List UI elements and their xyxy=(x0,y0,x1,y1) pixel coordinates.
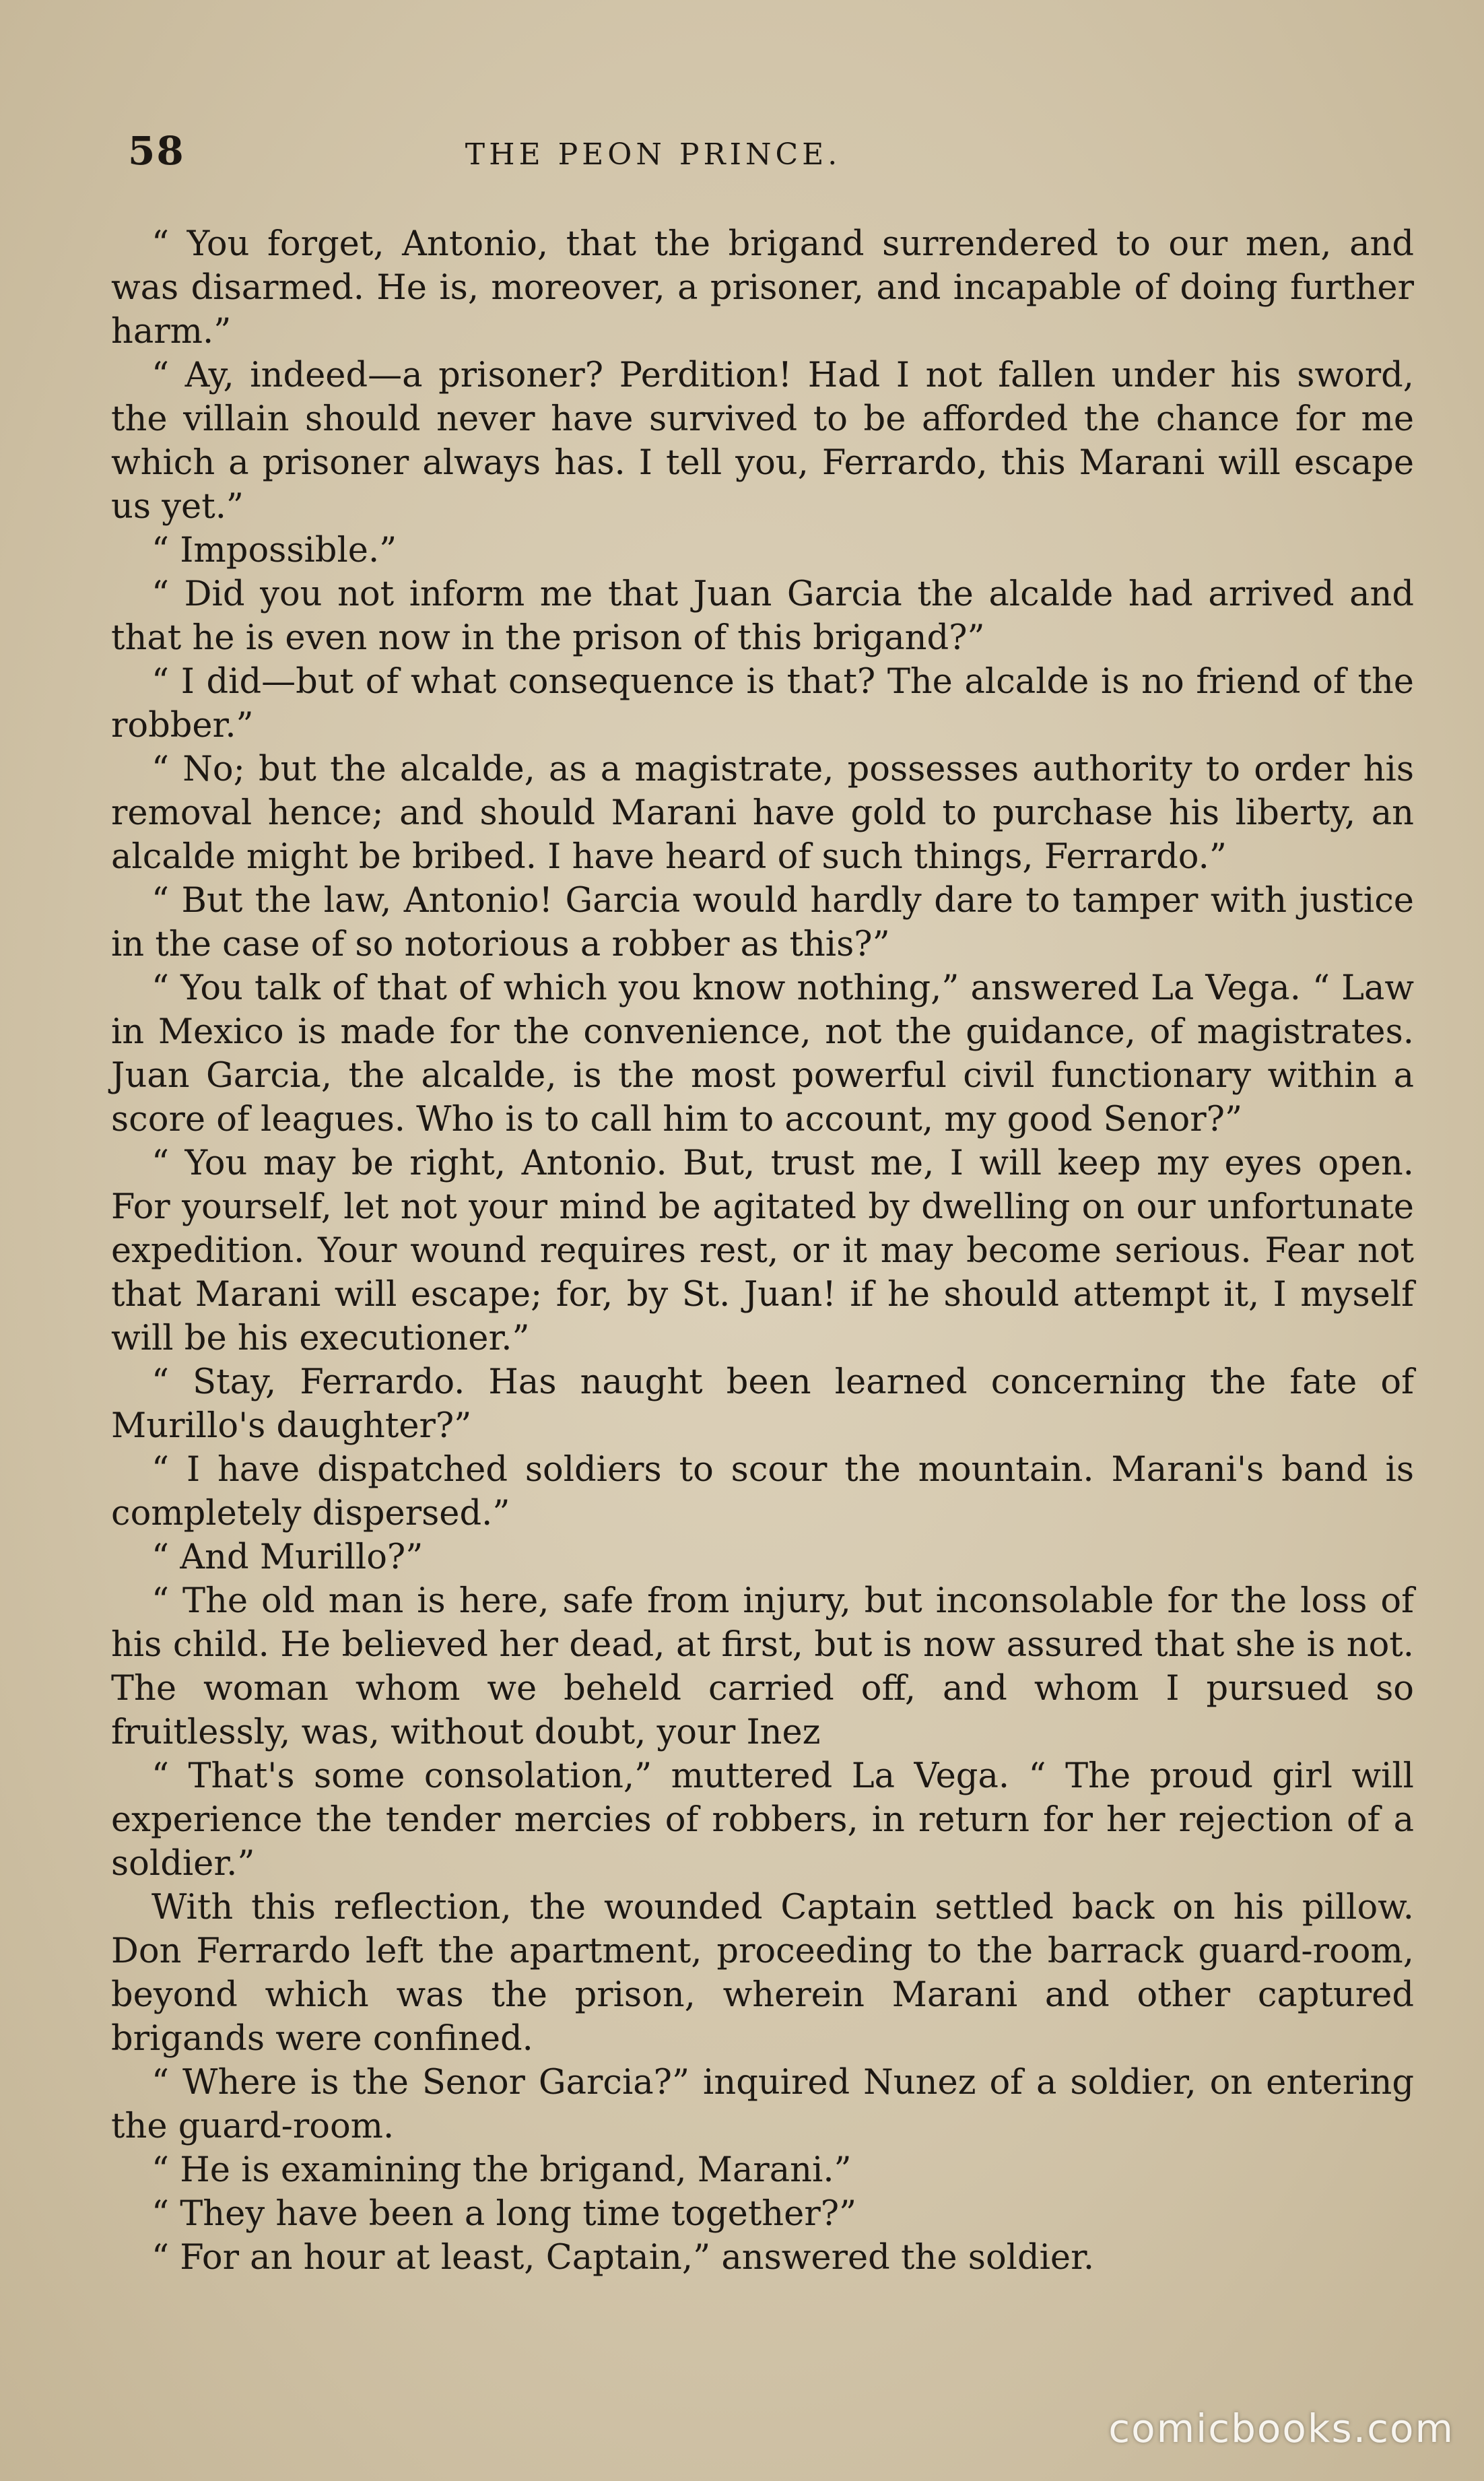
paragraph: “ Impossible.” xyxy=(151,531,397,570)
paragraph: “ You may be right, Antonio. But, trust me, I will keep my eyes open. For yourself, let not your mind be agitated by dwelling on our unfortunate expedition. Your wound requires rest, or it may become serious. Fear not that Marani will escape; for, by St. Juan! if he should attempt it, I myself will be his executioner.” xyxy=(111,1144,1414,1358)
paragraph: “ I have dispatched soldiers to scour the mountain. Marani's band is completely dispersed.” xyxy=(111,1450,1414,1533)
body-text xyxy=(111,222,1414,2280)
paragraph: “ Ay, indeed—a prisoner? Perdition! Had I not fallen under his sword, the villain should never have survived to be afforded the chance for me which a prisoner always has. I tell you, Ferrardo, this Marani will escape us yet.” xyxy=(111,356,1414,527)
paragraph: “ You talk of that of which you know nothing,” answered La Vega. “ Law in Mexico is made for the convenience, not the guidance, of magistrates. Juan Garcia, the alcalde, is the most powerful civil functionary within a score of leagues. Who is to call him to account, my good Senor?” xyxy=(111,968,1414,1139)
paragraph: “ You forget, Antonio, that the brigand surrendered to our men, and was disarmed. He is, moreover, a prisoner, and incapable of doing further harm.” xyxy=(111,224,1414,352)
paragraph: “ But the law, Antonio! Garcia would hardly dare to tamper with justice in the case of so notorious a robber as this?” xyxy=(111,881,1414,964)
paragraph: With this reflection, the wounded Captain settled back on his pillow. Don Ferrardo left the apartment, proceeding to the barrack guard-room, beyond which was the prison, wherein Marani and other captured brigands were confined. xyxy=(111,1888,1414,2059)
paragraph: “ Where is the Senor Garcia?” inquired Nunez of a soldier, on entering the guard-room. xyxy=(111,2063,1414,2146)
paragraph: “ For an hour at least, Captain,” answered the soldier. xyxy=(151,2238,1095,2278)
paragraph: “ They have been a long time together?” xyxy=(151,2194,857,2234)
paragraph: “ I did—but of what consequence is that? The alcalde is no friend of the robber.” xyxy=(111,662,1414,746)
paragraph: “ That's some consolation,” muttered La Vega. “ The proud girl will experience the tender mercies of robbers, in return for her rejection of a soldier.” xyxy=(111,1756,1414,1884)
paragraph: “ And Murillo?” xyxy=(151,1537,424,1577)
paragraph: “ No; but the alcalde, as a magistrate, possesses authority to order his removal hence; and should Marani have gold to purchase his liberty, an alcalde might be bribed. I have heard of such things, Ferrardo.” xyxy=(111,750,1414,877)
paragraph: “ He is examining the brigand, Marani.” xyxy=(151,2150,852,2190)
page-number: 58 xyxy=(128,128,185,174)
paragraph: “ The old man is here, safe from injury, but inconsolable for the loss of his child. He believed her dead, at first, but is now assured that she is not. The woman whom we beheld carried off, and whom I pursued so fruitlessly, was, without doubt, your Inez xyxy=(111,1581,1414,1752)
paragraph: “ Did you not inform me that Juan Garcia the alcalde had arrived and that he is even now in the prison of this brigand?” xyxy=(111,574,1414,658)
paragraph: “ Stay, Ferrardo. Has naught been learned concerning the fate of Murillo's daughter?” xyxy=(111,1362,1414,1446)
watermark: comicbooks.com xyxy=(1108,2406,1454,2451)
running-head: THE PEON PRINCE. xyxy=(465,137,842,172)
page-header xyxy=(128,128,1421,182)
